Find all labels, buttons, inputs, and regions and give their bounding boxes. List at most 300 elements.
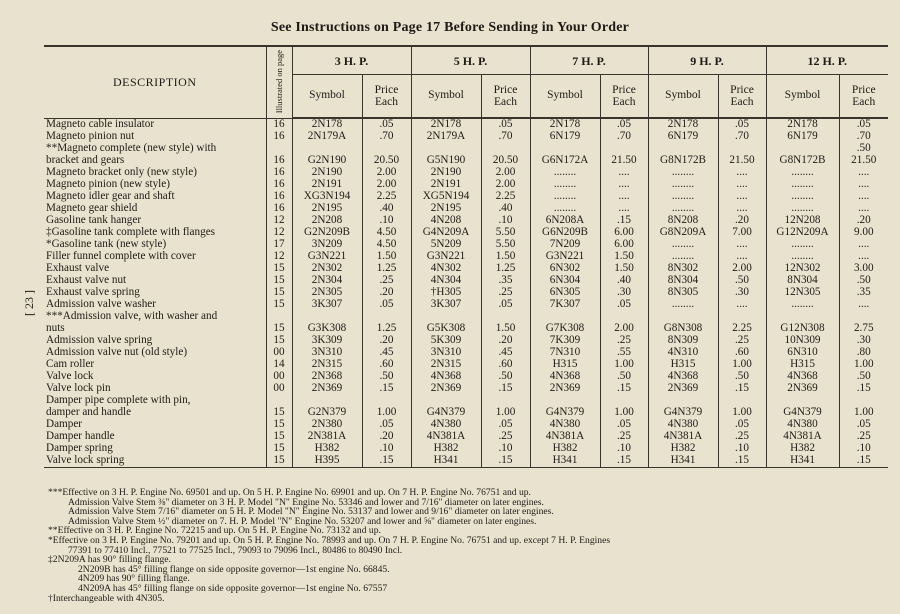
part-symbol: G8N172B [766, 155, 839, 167]
part-description: Gasoline tank hanger [46, 215, 142, 227]
part-symbol: 2N369 [766, 383, 839, 395]
illustrated-header: Illustrated on page [266, 46, 292, 118]
footnote-line: Admission Valve Stem ⅜" diameter on 3 H. P. Model "N" Engine No. 53346 and lower and 7/16" diameter on later engines. [68, 496, 544, 508]
part-price: .15 [600, 455, 648, 468]
part-symbol: 4N381A [411, 431, 481, 443]
part-description: Valve lock pin [46, 383, 111, 395]
part-symbol: G6N209B [530, 227, 600, 239]
part-price: 1.25 [362, 323, 411, 335]
table-row [44, 455, 888, 468]
part-symbol: 2N208 [292, 215, 362, 227]
part-price [362, 395, 411, 407]
part-symbol: 2N191 [411, 179, 481, 191]
part-symbol: XG5N194 [411, 191, 481, 203]
table-row [44, 299, 888, 311]
part-symbol: 3K309 [292, 335, 362, 347]
part-price: .25 [718, 335, 766, 347]
illustrated-page: 15 [266, 323, 292, 335]
part-price: .10 [839, 443, 888, 455]
part-symbol: 2N178 [530, 118, 600, 131]
part-price: .60 [718, 347, 766, 359]
part-symbol: 2N178 [648, 118, 718, 131]
part-symbol: 2N178 [766, 118, 839, 131]
part-price: 1.00 [839, 359, 888, 371]
part-symbol: H382 [648, 443, 718, 455]
table-row [44, 131, 888, 143]
part-price: .40 [600, 275, 648, 287]
part-symbol: H341 [648, 455, 718, 468]
part-symbol: 7K309 [530, 335, 600, 347]
footnote-line: ‡2N209A has 90° filling flange. [48, 554, 171, 566]
part-symbol: 8N309 [648, 335, 718, 347]
part-price: .... [718, 251, 766, 263]
part-symbol: 7N209 [530, 239, 600, 251]
part-price: .... [718, 299, 766, 311]
part-price: 2.00 [362, 179, 411, 191]
part-price: 7.00 [718, 227, 766, 239]
part-price: .40 [481, 203, 530, 215]
part-symbol [292, 395, 362, 407]
part-description: Cam roller [46, 359, 95, 371]
part-price: .50 [600, 371, 648, 383]
part-symbol: ........ [766, 251, 839, 263]
part-symbol: H395 [292, 455, 362, 468]
part-symbol: 8N304 [648, 275, 718, 287]
part-price: .... [600, 167, 648, 179]
part-price: .15 [839, 383, 888, 395]
part-price: 2.00 [600, 323, 648, 335]
part-price: .50 [839, 275, 888, 287]
part-price: .50 [362, 371, 411, 383]
part-symbol [648, 395, 718, 407]
part-symbol: G2N209B [292, 227, 362, 239]
part-price: .10 [362, 443, 411, 455]
part-symbol: 6N304 [530, 275, 600, 287]
part-price: .60 [481, 359, 530, 371]
part-price [839, 311, 888, 323]
part-price: .05 [600, 299, 648, 311]
illustrated-page: 15 [266, 335, 292, 347]
part-symbol: 3N310 [292, 347, 362, 359]
part-symbol: 5N209 [411, 239, 481, 251]
illustrated-page: 16 [266, 131, 292, 143]
illustrated-page [266, 143, 292, 155]
part-symbol: G4N379 [766, 407, 839, 419]
illustrated-page: 12 [266, 215, 292, 227]
part-price: .10 [481, 215, 530, 227]
price-column-header: Price Each [718, 75, 766, 119]
hp-group-header: 7 H. P. [530, 46, 648, 75]
part-price: .05 [481, 118, 530, 131]
part-price: .15 [600, 215, 648, 227]
illustrated-page: 16 [266, 203, 292, 215]
part-symbol: G8N209A [648, 227, 718, 239]
part-price [600, 311, 648, 323]
table-row [44, 275, 888, 287]
part-symbol [766, 143, 839, 155]
illustrated-page: 16 [266, 191, 292, 203]
part-price: .60 [362, 359, 411, 371]
part-symbol: †H305 [411, 287, 481, 299]
part-symbol: G8N172B [648, 155, 718, 167]
part-symbol: 4N368 [411, 371, 481, 383]
part-price [839, 395, 888, 407]
part-symbol: 4N304 [411, 275, 481, 287]
part-price: .15 [362, 455, 411, 468]
part-symbol: 4N368 [766, 371, 839, 383]
part-price: .05 [481, 419, 530, 431]
part-symbol: H382 [292, 443, 362, 455]
part-symbol: 4N380 [766, 419, 839, 431]
illustrated-page: 15 [266, 455, 292, 468]
part-price: .20 [718, 215, 766, 227]
part-symbol: 2N369 [292, 383, 362, 395]
part-price: 3.00 [839, 263, 888, 275]
part-symbol: 4N302 [411, 263, 481, 275]
part-symbol: G4N379 [648, 407, 718, 419]
part-price: 2.75 [839, 323, 888, 335]
part-symbol: ........ [648, 299, 718, 311]
part-description: Magneto bracket only (new style) [46, 167, 197, 179]
part-description: Damper spring [46, 443, 113, 455]
part-symbol: 8N304 [766, 275, 839, 287]
part-price: .05 [362, 419, 411, 431]
part-symbol: 2N178 [411, 118, 481, 131]
part-price: .50 [839, 371, 888, 383]
part-symbol: 4N368 [648, 371, 718, 383]
part-symbol: H315 [766, 359, 839, 371]
part-symbol [648, 143, 718, 155]
part-symbol: G5K308 [411, 323, 481, 335]
part-price: .35 [839, 287, 888, 299]
part-price: .20 [481, 335, 530, 347]
part-symbol [292, 311, 362, 323]
part-symbol: ........ [530, 179, 600, 191]
part-price: .15 [839, 455, 888, 468]
part-price: .25 [481, 287, 530, 299]
part-price: 1.00 [362, 407, 411, 419]
part-description: damper and handle [46, 407, 132, 419]
part-symbol: 4N368 [530, 371, 600, 383]
part-price: 6.00 [600, 227, 648, 239]
part-price: 1.00 [481, 407, 530, 419]
part-symbol: 4N381A [766, 431, 839, 443]
part-price: 4.50 [362, 227, 411, 239]
illustrated-page: 16 [266, 167, 292, 179]
table-row [44, 239, 888, 251]
illustrated-page: 15 [266, 287, 292, 299]
part-symbol: 6N179 [648, 131, 718, 143]
part-price: .50 [718, 275, 766, 287]
part-symbol: 4N381A [648, 431, 718, 443]
part-symbol: ........ [648, 203, 718, 215]
part-symbol: 4N380 [648, 419, 718, 431]
part-symbol: 8N208 [648, 215, 718, 227]
symbol-column-header: Symbol [292, 75, 362, 119]
part-description: Damper [46, 419, 83, 431]
price-column-header: Price Each [481, 75, 530, 119]
part-symbol: 2N190 [411, 167, 481, 179]
part-price: 2.25 [481, 191, 530, 203]
illustrated-page: 15 [266, 431, 292, 443]
part-description: Exhaust valve nut [46, 275, 127, 287]
table-row [44, 215, 888, 227]
part-symbol: 2N191 [292, 179, 362, 191]
part-symbol: H341 [411, 455, 481, 468]
part-price: .20 [362, 335, 411, 347]
table-row [44, 167, 888, 179]
part-symbol: 4N381A [530, 431, 600, 443]
part-symbol: G12N209A [766, 227, 839, 239]
part-price: .25 [600, 335, 648, 347]
part-symbol: 2N179A [292, 131, 362, 143]
part-symbol: 2N369 [530, 383, 600, 395]
part-price: .25 [718, 431, 766, 443]
illustrated-page: 12 [266, 251, 292, 263]
part-description: **Magneto complete (new style) with [46, 143, 217, 155]
part-symbol [648, 311, 718, 323]
part-price: .... [718, 179, 766, 191]
illustrated-page [266, 311, 292, 323]
part-description: Valve lock [46, 371, 94, 383]
part-price [481, 143, 530, 155]
part-symbol: G2N379 [292, 407, 362, 419]
part-symbol: 4N310 [648, 347, 718, 359]
part-price: .05 [839, 419, 888, 431]
footnote-line: 4N209A has 45° filling flange on side opposite governor—1st engine No. 67557 [78, 582, 388, 594]
part-symbol: H341 [766, 455, 839, 468]
part-price [718, 311, 766, 323]
part-symbol: ........ [648, 251, 718, 263]
part-symbol: 3K307 [411, 299, 481, 311]
part-symbol: G7K308 [530, 323, 600, 335]
table-row [44, 347, 888, 359]
part-price: .... [718, 167, 766, 179]
part-price: 5.50 [481, 239, 530, 251]
part-symbol: 3K307 [292, 299, 362, 311]
part-price [600, 143, 648, 155]
part-price: .... [718, 191, 766, 203]
footnote-line: ***Effective on 3 H. P. Engine No. 69501 and up. On 5 H. P. Engine No. 69901 and up. On 7 H. P. Engine No. 76751 and up. [48, 487, 531, 498]
table-row [44, 179, 888, 191]
table-row [44, 311, 888, 323]
part-symbol: G3K308 [292, 323, 362, 335]
part-price: .... [839, 179, 888, 191]
illustrated-page: 00 [266, 347, 292, 359]
hp-group-header: 3 H. P. [292, 46, 411, 75]
part-price: 6.00 [600, 239, 648, 251]
part-price: .... [839, 239, 888, 251]
part-description: bracket and gears [46, 155, 125, 167]
part-symbol [530, 395, 600, 407]
footnote-line: 77391 to 77410 Incl., 77521 to 77525 Incl., 79093 to 79096 Incl., 80486 to 80490 Incl. [68, 544, 403, 556]
part-price: 2.00 [481, 167, 530, 179]
part-symbol: 12N302 [766, 263, 839, 275]
part-price: .45 [362, 347, 411, 359]
part-symbol: H382 [766, 443, 839, 455]
footnote-line: Admission Valve Stem 7/16" diameter on 5 H. P. Model "N" Engine No. 53137 and lower and 9/16" diameter on later engines. [68, 506, 554, 518]
part-symbol: 6N179 [766, 131, 839, 143]
part-symbol: G3N221 [530, 251, 600, 263]
table-row [44, 251, 888, 263]
illustrated-page: 14 [266, 359, 292, 371]
table-row [44, 203, 888, 215]
table-row [44, 383, 888, 395]
part-symbol: 2N381A [292, 431, 362, 443]
part-price: 21.50 [600, 155, 648, 167]
part-symbol: 2N380 [292, 419, 362, 431]
part-symbol: 4N208 [411, 215, 481, 227]
illustrated-page [266, 395, 292, 407]
part-description: Exhaust valve spring [46, 287, 140, 299]
part-price: 1.00 [718, 359, 766, 371]
part-symbol [411, 395, 481, 407]
part-description: Magneto cable insulator [46, 118, 155, 131]
part-price: .15 [362, 383, 411, 395]
part-symbol: 2N178 [292, 118, 362, 131]
part-price: .05 [718, 118, 766, 131]
part-symbol: 6N302 [530, 263, 600, 275]
part-description: Magneto pinion (new style) [46, 179, 170, 191]
part-symbol: 8N302 [648, 263, 718, 275]
part-symbol: 3N310 [411, 347, 481, 359]
part-price: .05 [600, 118, 648, 131]
part-symbol: ........ [766, 239, 839, 251]
table-row [44, 191, 888, 203]
part-symbol: 6N179 [530, 131, 600, 143]
part-price: .45 [481, 347, 530, 359]
part-price: .... [600, 203, 648, 215]
hp-group-header: 12 H. P. [766, 46, 888, 75]
side-page-number: [ 23 ] [22, 290, 36, 316]
part-price: 21.50 [718, 155, 766, 167]
symbol-column-header: Symbol [411, 75, 481, 119]
part-price: .... [718, 203, 766, 215]
price-column-header: Price Each [600, 75, 648, 119]
part-price: .... [600, 179, 648, 191]
table-row [44, 431, 888, 443]
part-price: 1.25 [362, 263, 411, 275]
part-symbol: ........ [648, 179, 718, 191]
part-price: .70 [600, 131, 648, 143]
illustrated-page: 15 [266, 419, 292, 431]
part-price: 1.50 [481, 323, 530, 335]
illustrated-page: 15 [266, 407, 292, 419]
part-price: .70 [481, 131, 530, 143]
part-symbol: G2N190 [292, 155, 362, 167]
symbol-column-header: Symbol [648, 75, 718, 119]
part-symbol: ........ [766, 191, 839, 203]
part-price: .70 [362, 131, 411, 143]
part-price [600, 395, 648, 407]
page-title: See Instructions on Page 17 Before Sending in Your Order [270, 20, 630, 35]
part-price: 1.50 [362, 251, 411, 263]
part-symbol: 4N380 [411, 419, 481, 431]
part-price [362, 311, 411, 323]
part-symbol: 7K307 [530, 299, 600, 311]
illustrated-page: 16 [266, 118, 292, 131]
part-price: 1.50 [600, 263, 648, 275]
illustrated-page: 15 [266, 299, 292, 311]
part-symbol [530, 311, 600, 323]
part-description: Magneto idler gear and shaft [46, 191, 175, 203]
part-price: .05 [481, 299, 530, 311]
footnote-line: Admission Valve Stem ½" diameter on 7. H. P. Model "N" Engine No. 53207 and lower and ⅝" diameter on later engines. [68, 515, 537, 527]
part-symbol: H315 [530, 359, 600, 371]
table-row [44, 227, 888, 239]
illustrated-page: 16 [266, 179, 292, 191]
part-symbol: 2N368 [292, 371, 362, 383]
part-symbol: 2N315 [411, 359, 481, 371]
part-symbol: ........ [766, 203, 839, 215]
part-symbol: G4N379 [530, 407, 600, 419]
part-price: .05 [600, 419, 648, 431]
part-symbol: H382 [411, 443, 481, 455]
part-symbol: G5N190 [411, 155, 481, 167]
hp-group-header: 5 H. P. [411, 46, 530, 75]
part-price [718, 395, 766, 407]
part-description: *Gasoline tank (new style) [46, 239, 167, 251]
part-price: .10 [481, 443, 530, 455]
part-symbol: G8N308 [648, 323, 718, 335]
part-symbol: 4N380 [530, 419, 600, 431]
part-symbol: ........ [766, 167, 839, 179]
hp-group-header: 9 H. P. [648, 46, 766, 75]
part-price: 1.25 [481, 263, 530, 275]
part-price: .30 [600, 287, 648, 299]
part-price: .70 [839, 131, 888, 143]
part-description: Admission valve nut (old style) [46, 347, 188, 359]
part-description: Damper handle [46, 431, 115, 443]
part-price: 1.50 [600, 251, 648, 263]
part-price [362, 143, 411, 155]
part-symbol [411, 311, 481, 323]
part-symbol: 6N310 [766, 347, 839, 359]
table-row [44, 407, 888, 419]
part-symbol: XG3N194 [292, 191, 362, 203]
price-column-header: Price Each [839, 75, 888, 119]
part-symbol: ........ [766, 179, 839, 191]
illustrated-page: 00 [266, 371, 292, 383]
illustrated-page: 17 [266, 239, 292, 251]
part-description: Filler funnel complete with cover [46, 251, 196, 263]
part-symbol: G4N209A [411, 227, 481, 239]
part-price: .15 [481, 383, 530, 395]
part-symbol: 8N305 [648, 287, 718, 299]
part-symbol: ........ [530, 167, 600, 179]
part-price: .50 [839, 143, 888, 155]
part-price: .10 [600, 443, 648, 455]
part-symbol: 2N190 [292, 167, 362, 179]
part-price: .20 [362, 287, 411, 299]
part-price: .25 [600, 431, 648, 443]
part-price: 9.00 [839, 227, 888, 239]
part-price: .55 [600, 347, 648, 359]
symbol-column-header: Symbol [530, 75, 600, 119]
part-price: 5.50 [481, 227, 530, 239]
part-symbol: 2N302 [292, 263, 362, 275]
part-symbol: 12N208 [766, 215, 839, 227]
part-price: .05 [362, 299, 411, 311]
part-symbol: ........ [530, 191, 600, 203]
part-symbol [530, 143, 600, 155]
part-price: 1.50 [481, 251, 530, 263]
part-price [481, 395, 530, 407]
illustrated-page: 16 [266, 155, 292, 167]
part-price: .50 [718, 371, 766, 383]
part-symbol: ........ [648, 191, 718, 203]
part-price: .... [839, 203, 888, 215]
